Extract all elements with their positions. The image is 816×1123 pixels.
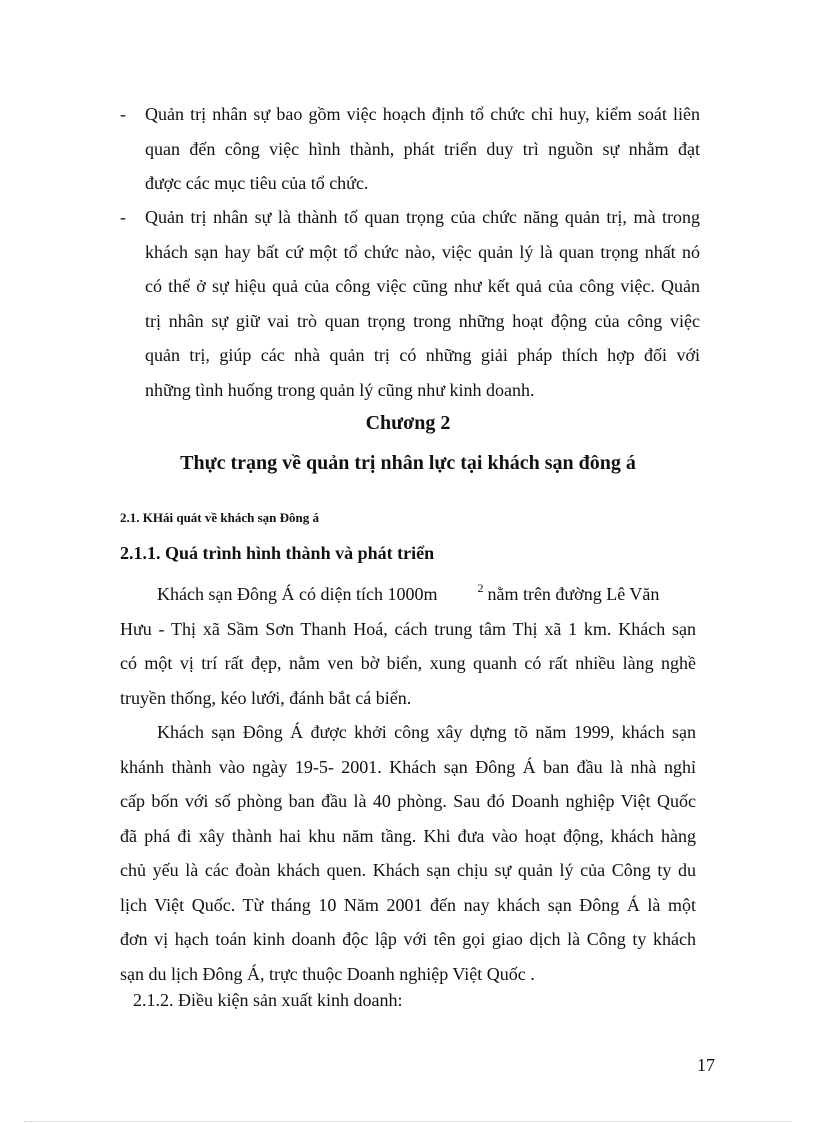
paragraph-line: có một vị trí rất đẹp, nằm ven bờ biển, xung quanh có rất nhiều làng nghề — [120, 653, 696, 673]
paragraph-line: lịch Việt Quốc. Từ tháng 10 Năm 2001 đến nay khách sạn Đông Á là một — [120, 894, 696, 915]
chapter-title: Thực trạng về quản trị nhân lực tại khách sạn đông á — [180, 452, 636, 474]
page-number: 17 — [697, 1055, 715, 1075]
bullet-marker: - — [120, 104, 126, 124]
paragraph — [120, 715, 696, 991]
section-heading: 2.1. KHái quát về khách sạn Đông á — [120, 510, 320, 525]
superscript: 2 — [477, 581, 484, 595]
bullet-text — [145, 97, 700, 201]
bullet-line: khách sạn hay bất cứ một tổ chức nào, việc quản lý là quan trọng nhất nó — [145, 241, 700, 262]
paragraph-line: Khách sạn Đông Á được khởi công xây dựng tõ năm 1999, khách sạn — [157, 722, 696, 742]
bullet-item — [120, 200, 700, 407]
paragraph-line: chủ yếu là các đoàn khách quen. Khách sạn chịu sự quản lý của Công ty du — [120, 860, 696, 880]
bullet-line: có thể ở sự hiệu quả của công việc cũng như kết quả của công việc. Quản — [145, 276, 700, 296]
paragraph-text: nằm trên đường Lê Văn — [487, 584, 660, 604]
page-bottom-rule — [24, 1121, 792, 1122]
bullet-line: trị nhân sự giữ vai trò quan trọng trong những hoạt động của công việc — [145, 310, 700, 331]
paragraph — [120, 577, 696, 715]
bullet-line: được các mục tiêu của tổ chức. — [145, 173, 369, 193]
paragraph-line: truyền thống, kéo lưới, đánh bắt cá biển. — [120, 687, 412, 708]
subsection-heading: 2.1.2. Điều kiện sản xuất kinh doanh: — [133, 990, 403, 1010]
paragraph-line: đơn vị hạch toán kinh doanh độc lập với tên gọi giao dịch là Công ty khách — [120, 929, 696, 949]
chapter-number: Chương 2 — [365, 412, 451, 434]
paragraph-text: Khách sạn Đông Á có diện tích 1000m — [157, 584, 438, 604]
paragraph-line — [120, 577, 696, 612]
bullet-text — [145, 200, 700, 407]
subsection-heading: 2.1.1. Quá trình hình thành và phát triển — [120, 543, 435, 563]
bullet-line: quan đến công việc hình thành, phát triển duy trì nguồn sự nhằm đạt — [145, 138, 700, 159]
paragraph-line: cấp bốn với số phòng ban đầu là 40 phòng. Sau đó Doanh nghiệp Việt Quốc — [120, 791, 696, 811]
paragraph-line: đã phá đi xây thành hai khu năm tầng. Khi đưa vào hoạt động, khách hàng — [120, 825, 696, 846]
bullet-line: quản trị, giúp các nhà quản trị có những giải pháp thích hợp đối với — [145, 345, 700, 365]
paragraph-line: khánh thành vào ngày 19-5- 2001. Khách sạn Đông Á ban đầu là nhà nghỉ — [120, 756, 696, 777]
paragraph-line: sạn du lịch Đông Á, trực thuộc Doanh nghiệp Việt Quốc . — [120, 963, 535, 984]
bullet-marker: - — [120, 207, 126, 227]
bullet-line: Quản trị nhân sự bao gồm việc hoạch định tổ chức chỉ huy, kiểm soát liên — [145, 104, 700, 124]
paragraph-line: Hưu - Thị xã Sầm Sơn Thanh Hoá, cách trung tâm Thị xã 1 km. Khách sạn — [120, 618, 696, 639]
bullet-item — [120, 97, 700, 201]
bullet-line: Quản trị nhân sự là thành tố quan trọng của chức năng quản trị, mà trong — [145, 207, 700, 227]
bullet-line: những tình huống trong quản lý cũng như kinh doanh. — [145, 379, 535, 400]
